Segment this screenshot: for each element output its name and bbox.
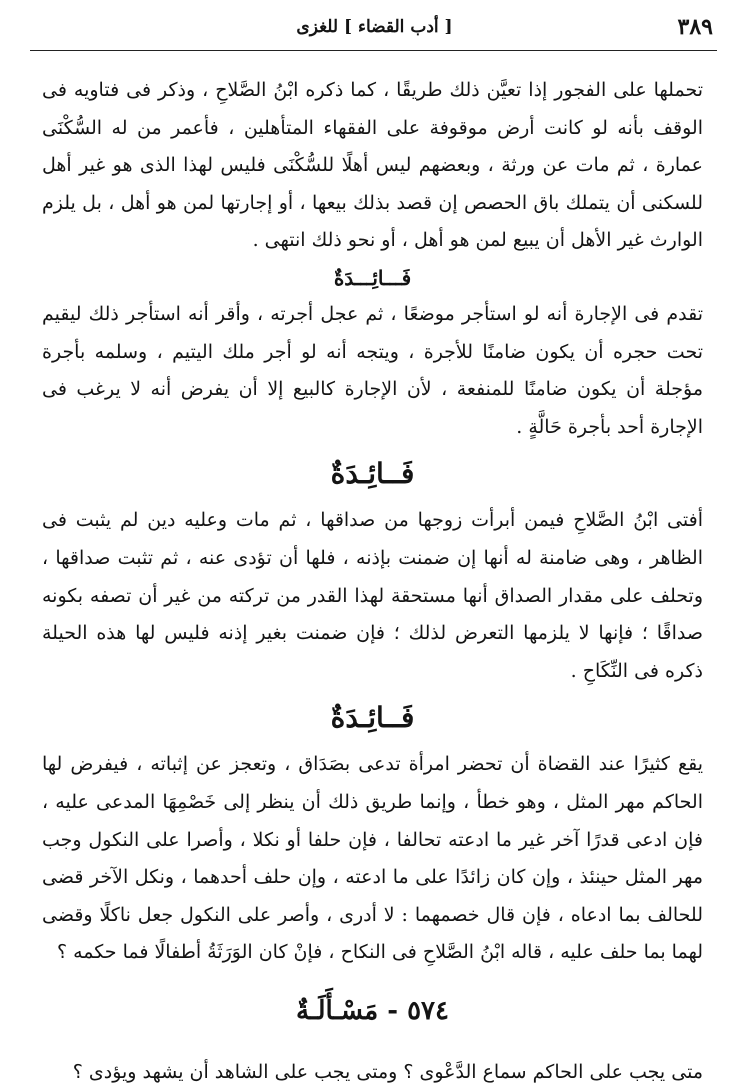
paragraph-waqf-residence: تحملها على الفجور إذا تعيَّن ذلك طريقًا ، كما ذكره ابْنُ الصَّلاحِ ، وذكر فى فتاويه فى الوقف بأنه لو كانت أرض موقوفة على الفقهاء المتأهلين ، فأعمر من له السُّكْنَى عمارة ، ثم مات عن ورثة ، وبعضهم ليس أهلًا للسُّكْنَى فليس لهذا الذى هو غير أهل للسكنى أن يتملك باق الحصص إن قصد بذلك بيعها ، أو إجارتها لمن هو أهل ، بل يلزم الوارث غير الأهل أن يبيع لمن هو أهل ، أو نحو ذلك انتهى . (42, 79, 703, 252)
section-title-faida-3: فَــائِـدَةٌ (330, 701, 415, 735)
page-body (42, 72, 703, 1091)
page-number: ٣٨٩ (677, 14, 713, 40)
section-title-masala-574: ٥٧٤ - مَسْـأَلَـةٌ (296, 995, 449, 1026)
section-title-faida-2: فَــائِـدَةٌ (330, 457, 415, 491)
paragraph-sadaq-release: أفتى ابْنُ الصَّلاحِ فيمن أبرأت زوجها من صداقها ، ثم مات وعليه دين لم يثبت فى الظاهر ، وهى ضامنة له أنها إن ضمنت بإذنه ، فلها أن تؤدى عنه ، ثم تثبت صداقها ، وتحلف على مقدار الصداق أنها مستحقة لهذا القدر من تركته من غير أن تصفه بكونه صداقًا ؛ فإنها لا يلزمها التعرض لذلك ؛ فإن ضمنت بغير إذنه فليس لها هذه الحيلة ذكره فى النِّكَاحِ . (42, 509, 703, 682)
paragraph-question: متى يجب على الحاكم سماع الدَّعْوى ؟ ومتى يجب على الشاهد أن يشهد ويؤدى ؟ (72, 1060, 703, 1083)
paragraph-ijara: تقدم فى الإجارة أنه لو استأجر موضعًا ، ثم عجل أجرته ، وأقر أنه استأجر ذلك ليقيم تحت حجره أن يكون ضامنًا للأجرة ، ويتجه أنه لو أجر ملك اليتيم ، وسلمه بأجرة مؤجلة أن يكون ضامنًا للمنفعة ، لأن الإجارة كالبيع إلا أن يفرض أنه لا يرغب فى الإجارة أحد بأجرة حَالَّةٍ . (42, 302, 703, 438)
running-title: [ أدب القضاء ] للغزى (296, 17, 453, 37)
page-header (34, 10, 715, 46)
section-title-faida-1: فَـــائِـــدَةٌ (333, 265, 412, 290)
header-rule (30, 50, 717, 51)
paragraph-sadaq-claim: يقع كثيرًا عند القضاة أن تحضر امرأة تدعى بصَدَاق ، وتعجز عن إثباته ، فيفرض لها الحاكم مهر المثل ، وهو خطأ ، وإنما طريق ذلك أن ينظر إلى خَصْمِهَا المدعى عليه ، فإن ادعى قدرًا آخر غير ما ادعته تحالفا ، فإن حلفا أو نكلا ، وأصرا على النكول وجب مهر المثل حينئذ ، وإن كان زائدًا على ما ادعته ، وإن حلف أحدهما ، ونكل الآخر قضى للحالف بما ادعاه ، فإن قال خصمهما : لا أدرى ، وأصر على النكول جعل ناكلًا وقضى لهما بما حلف عليه ، قاله ابْنُ الصَّلاحِ فى النكاح ، فإنْ كان الوَرَثَةُ أطفالًا فما حكمه ؟ (42, 753, 703, 964)
